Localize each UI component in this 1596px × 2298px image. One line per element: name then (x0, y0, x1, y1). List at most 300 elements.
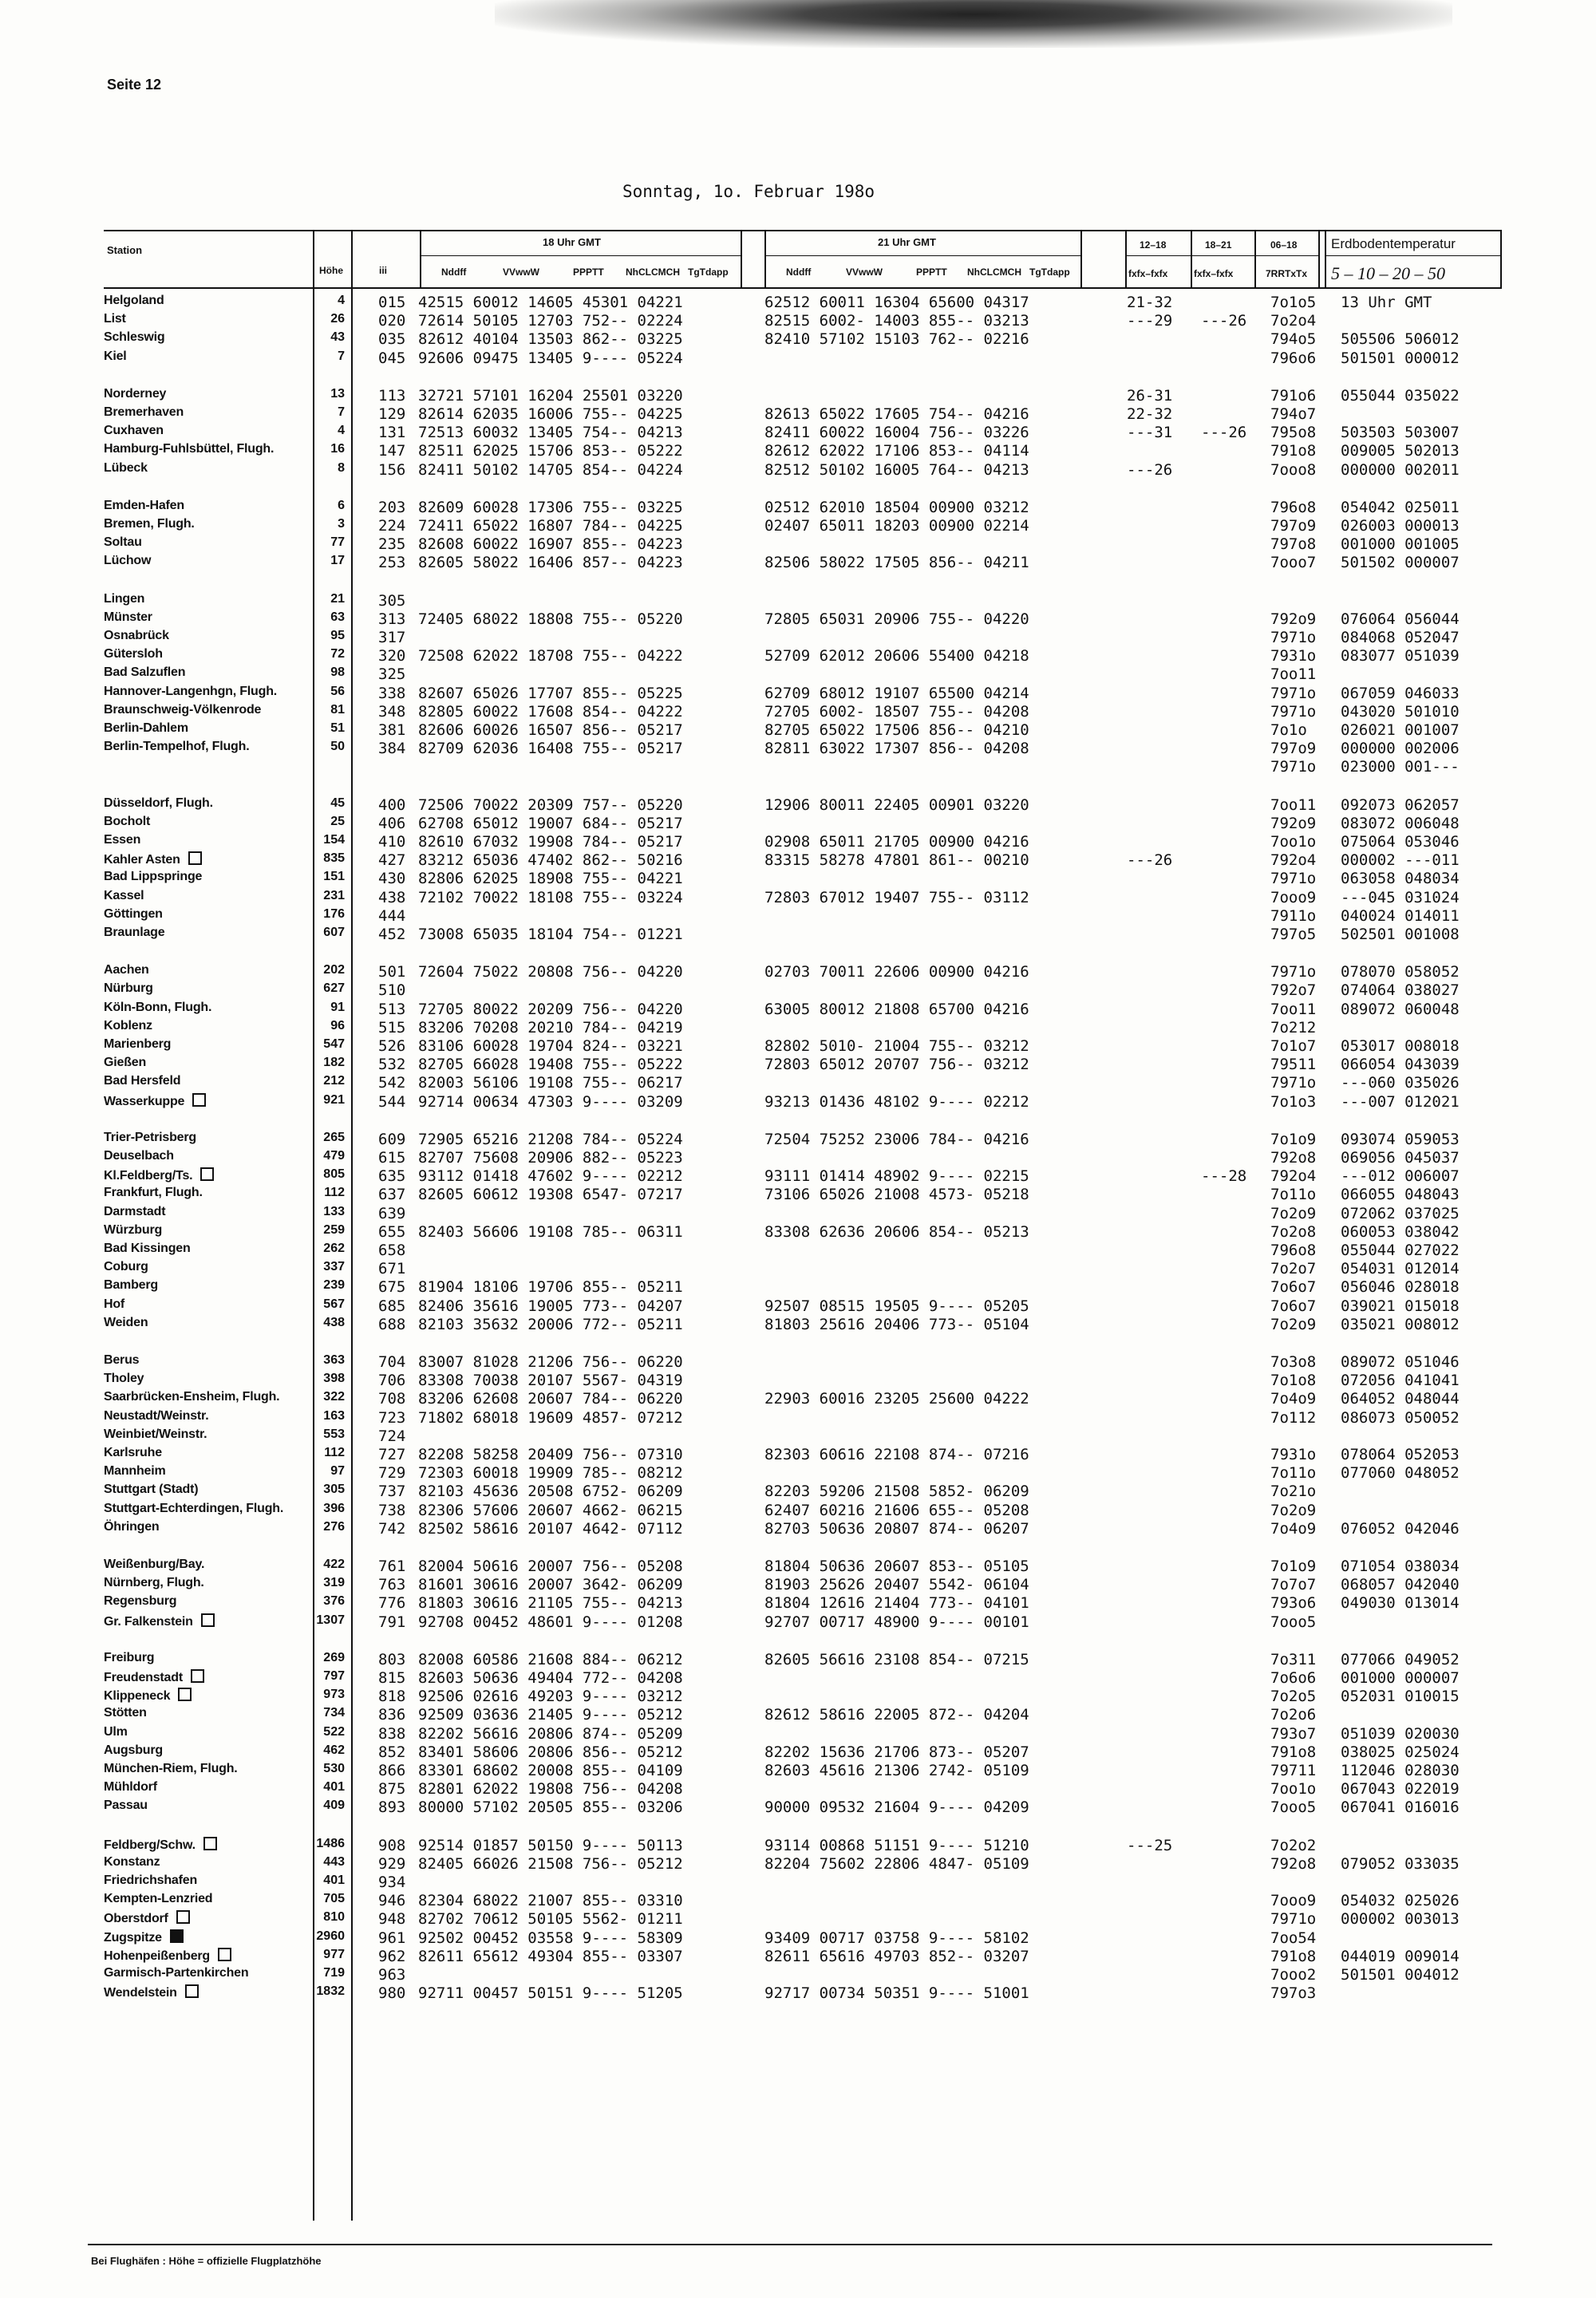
table-row (0, 963, 1596, 981)
table-row (0, 1427, 1596, 1445)
station-height: 977 (323, 1947, 345, 1961)
soil-values: 056046 028018 (1341, 1278, 1460, 1297)
station-name-text: Lüchow (104, 554, 152, 568)
station-height: 77 (330, 535, 345, 550)
soil-key: 7o2o4 (1270, 312, 1317, 330)
station-name-text: Stuttgart-Echterdingen, Flugh. (104, 1501, 284, 1515)
station-height: 262 (323, 1242, 345, 1255)
station-name (104, 1372, 144, 1386)
col-divider-r3 (1254, 230, 1256, 287)
obs-21: 81804 12616 21404 773-- 04101 (764, 1594, 1029, 1613)
soil-key: 7971o (1270, 758, 1317, 776)
station-name (104, 535, 142, 550)
soil-values: 001000 001005 (1341, 535, 1460, 554)
station-name-text: Köln-Bonn, Flugh. (104, 1000, 212, 1014)
soil-values: 112046 028030 (1341, 1762, 1460, 1779)
station-name-text: Mannheim (104, 1464, 166, 1479)
station-index: 035 (378, 330, 406, 349)
station-name-text: Öhringen (104, 1519, 160, 1534)
station-index: 400 (378, 796, 406, 814)
table-row (0, 1706, 1596, 1724)
obs-18: 83206 70208 20210 784-- 04219 (418, 1018, 683, 1036)
square-icon (176, 1910, 190, 1924)
station-name-text: Bad Kissingen (104, 1242, 191, 1255)
station-name (104, 554, 151, 568)
station-index: 875 (378, 1780, 406, 1799)
obs-18: 82806 62025 18908 755-- 04221 (418, 870, 683, 888)
square-icon (188, 851, 202, 865)
table-row (0, 1074, 1596, 1092)
station-height: 163 (323, 1408, 345, 1423)
station-height: 401 (323, 1780, 345, 1795)
col-divider-ranges (1125, 230, 1127, 287)
soil-key: 7ooo8 (1270, 460, 1317, 479)
station-index: 510 (378, 981, 406, 1000)
soil-values: 083077 051039 (1341, 647, 1460, 665)
table-row (0, 1446, 1596, 1463)
extreme-12-18: ---25 (1127, 1836, 1173, 1854)
station-name-text: Gütersloh (104, 647, 163, 661)
table-row (0, 740, 1596, 757)
obs-18: 82008 60586 21608 884-- 06212 (418, 1650, 683, 1668)
station-index: 729 (378, 1464, 406, 1483)
station-height: 319 (323, 1576, 345, 1590)
soil-key: 795o8 (1270, 424, 1317, 442)
station-name (104, 629, 169, 643)
obs-21: 62512 60011 16304 65600 04317 (764, 294, 1029, 311)
soil-values: 072062 037025 (1341, 1204, 1460, 1222)
table-row (0, 610, 1596, 628)
station-height: 112 (324, 1186, 345, 1200)
table-row (0, 1725, 1596, 1743)
station-index: 738 (378, 1501, 406, 1519)
station-name-text: Weinbiet/Weinstr. (104, 1427, 207, 1441)
soil-values: 075064 053046 (1341, 833, 1460, 851)
obs-18: 83007 81028 21206 756-- 06220 (418, 1353, 683, 1371)
obs-18: 83401 58606 20806 856-- 05212 (418, 1743, 683, 1761)
soil-key: 7o7o7 (1270, 1576, 1317, 1594)
table-row (0, 1131, 1596, 1148)
station-name-text: Bocholt (104, 814, 151, 828)
obs-18: 82403 56606 19108 785-- 06311 (418, 1222, 683, 1241)
station-index: 501 (378, 963, 406, 981)
obs-21: 82203 59206 21508 5852- 06209 (764, 1483, 1029, 1501)
obs-21: 63005 80012 21808 65700 04216 (764, 1000, 1029, 1018)
station-height: 1486 (316, 1836, 345, 1850)
station-name (104, 870, 202, 884)
table-row (0, 405, 1596, 423)
table-row (0, 1149, 1596, 1167)
square-icon (192, 1093, 206, 1107)
station-index: 348 (378, 702, 406, 721)
station-index: 852 (378, 1743, 406, 1761)
station-height: 409 (323, 1799, 345, 1813)
header-18-col-5: TgTdapp (688, 267, 729, 278)
station-height: 91 (330, 1000, 345, 1014)
station-name-text: Nürnberg, Flugh. (104, 1576, 204, 1590)
station-index: 020 (378, 312, 406, 330)
station-name-text: Trier-Petrisberg (104, 1130, 196, 1144)
station-name (104, 349, 127, 364)
table-row (0, 461, 1596, 479)
obs-18: 82608 60022 16907 855-- 04223 (418, 535, 683, 554)
obs-18: 82609 60028 17306 755-- 03225 (418, 498, 683, 516)
soil-key: 797o5 (1270, 926, 1317, 943)
station-name (104, 424, 164, 438)
soil-key: 791o8 (1270, 1743, 1317, 1761)
station-index: 815 (378, 1669, 406, 1687)
obs-18: 71802 68018 19609 4857- 07212 (418, 1408, 683, 1427)
station-height: 98 (330, 665, 345, 680)
station-name (104, 294, 164, 308)
station-name (104, 1446, 162, 1460)
soil-values: ---060 035026 (1341, 1074, 1460, 1092)
station-name-text: Weißenburg/Bay. (104, 1558, 205, 1571)
table-row (0, 1613, 1596, 1631)
soil-key: 7o11o (1270, 1186, 1317, 1204)
station-name (104, 405, 184, 420)
table-row (0, 889, 1596, 906)
station-name (104, 1576, 204, 1590)
station-height: 21 (330, 591, 345, 606)
obs-18: 82502 58616 20107 4642- 07112 (418, 1519, 683, 1538)
obs-18: 92514 01857 50150 9---- 50113 (418, 1836, 683, 1854)
obs-18: 82405 66026 21508 756-- 05212 (418, 1854, 683, 1873)
obs-18: 82805 60022 17608 854-- 04222 (418, 702, 683, 721)
table-row (0, 815, 1596, 832)
soil-values: 066054 043039 (1341, 1056, 1460, 1074)
table-row (0, 592, 1596, 610)
soil-key: 7oo1o (1270, 833, 1317, 851)
station-name-text: Kl.Feldberg/Ts. (104, 1169, 193, 1183)
obs-21: 82202 15636 21706 873-- 05207 (764, 1743, 1029, 1761)
station-name-text: Garmisch-Partenkirchen (104, 1966, 249, 1980)
station-name (104, 926, 164, 940)
station-height: 43 (330, 330, 345, 345)
station-name-text: Weiden (104, 1315, 148, 1329)
obs-18: 82603 50636 49404 772-- 04208 (418, 1669, 683, 1687)
soil-key: 7971o (1270, 870, 1317, 888)
station-height: 50 (330, 740, 345, 754)
obs-21: 93111 01414 48902 9---- 02215 (764, 1167, 1029, 1186)
soil-values: 054032 025026 (1341, 1892, 1460, 1910)
obs-21: 73106 65026 21008 4573- 05218 (764, 1186, 1029, 1204)
header-18-col-2: VVwwW (503, 267, 540, 278)
soil-key: 792o8 (1270, 1854, 1317, 1873)
soil-values: 076052 042046 (1341, 1519, 1460, 1538)
station-name-text: Karlsruhe (104, 1446, 162, 1459)
station-name (104, 1167, 214, 1183)
soil-values: 000000 002006 (1341, 740, 1460, 758)
station-height: 63 (330, 610, 345, 624)
station-index: 724 (378, 1427, 406, 1445)
soil-values: 055044 035022 (1341, 386, 1460, 405)
soil-values: 069056 045037 (1341, 1149, 1460, 1167)
station-name-text: Stuttgart (Stadt) (104, 1483, 199, 1497)
obs-21: 82802 5010- 21004 755-- 03212 (764, 1037, 1029, 1055)
soil-key: 797o3 (1270, 1984, 1317, 2003)
soil-values: 076064 056044 (1341, 610, 1460, 628)
obs-18: 72513 60032 13405 754-- 04213 (418, 424, 683, 442)
obs-18: 82610 67032 19908 784-- 05217 (418, 833, 683, 851)
station-name-text: Wendelstein (104, 1986, 177, 2000)
station-name-text: Kassel (104, 888, 144, 902)
header-18-col-3: PPPTT (573, 267, 604, 278)
table-row (0, 1948, 1596, 1965)
station-name (104, 1910, 190, 1926)
obs-21: 93114 00868 51151 9---- 51210 (764, 1836, 1029, 1854)
station-name-text: Kempten-Lenzried (104, 1892, 213, 1906)
station-height: 438 (323, 1315, 345, 1329)
station-index: 338 (378, 684, 406, 702)
station-name (104, 1205, 165, 1219)
obs-18: 82607 65026 17707 855-- 05225 (418, 684, 683, 702)
header-21-col-2: VVwwW (846, 267, 883, 278)
station-name (104, 442, 274, 456)
soil-values: 071054 038034 (1341, 1558, 1460, 1575)
soil-key: 7o311 (1270, 1650, 1317, 1668)
table-row (0, 1929, 1596, 1947)
obs-21: 82303 60616 22108 874-- 07216 (764, 1446, 1029, 1463)
soil-values: 083072 006048 (1341, 814, 1460, 832)
obs-18: 82705 66028 19408 755-- 05222 (418, 1056, 683, 1074)
station-index: 763 (378, 1576, 406, 1594)
obs-21: 02512 62010 18504 00900 03212 (764, 498, 1029, 516)
soil-key: 7o6o6 (1270, 1669, 1317, 1687)
soil-values: 053017 008018 (1341, 1037, 1460, 1055)
obs-18: 82511 62025 15706 853-- 05222 (418, 442, 683, 460)
soil-values: 501502 000007 (1341, 554, 1460, 572)
soil-key: 791o6 (1270, 386, 1317, 405)
table-row (0, 870, 1596, 887)
soil-key: 7o11o (1270, 1464, 1317, 1483)
soil-key: 797o9 (1270, 517, 1317, 535)
soil-key: 7o1o9 (1270, 1558, 1317, 1575)
station-name-text: Hof (104, 1297, 125, 1311)
soil-values: 044019 009014 (1341, 1947, 1460, 1965)
table-row (0, 517, 1596, 535)
obs-18: 81803 30616 21105 755-- 04213 (418, 1594, 683, 1613)
station-height: 97 (330, 1464, 345, 1479)
station-height: 13 (330, 386, 345, 401)
station-name-text: München-Riem, Flugh. (104, 1762, 238, 1775)
station-height: 479 (323, 1149, 345, 1163)
station-name-text: Bad Hersfeld (104, 1074, 181, 1088)
table-row (0, 981, 1596, 999)
station-height: 56 (330, 684, 345, 698)
station-height: 7 (338, 405, 345, 419)
station-name (104, 1837, 217, 1853)
station-name (104, 387, 166, 401)
station-index: 325 (378, 665, 406, 684)
soil-values: 052031 010015 (1341, 1688, 1460, 1706)
obs-18: 92714 00634 47303 9---- 03209 (418, 1092, 683, 1111)
station-name-text: Essen (104, 833, 141, 847)
obs-18: 81601 30616 20007 3642- 06209 (418, 1576, 683, 1594)
square-icon (203, 1837, 217, 1850)
station-name (104, 1594, 176, 1609)
station-name (104, 1613, 215, 1629)
soil-values: 009005 502013 (1341, 442, 1460, 460)
obs-21: 82515 6002- 14003 855-- 03213 (764, 312, 1029, 330)
station-height: 45 (330, 796, 345, 810)
table-row (0, 1242, 1596, 1259)
table-row (0, 1483, 1596, 1500)
square-icon (201, 1613, 215, 1627)
station-name (104, 461, 148, 476)
station-height: 259 (323, 1222, 345, 1237)
soil-key: 791o8 (1270, 442, 1317, 460)
soil-values: 092073 062057 (1341, 796, 1460, 814)
station-height: 734 (323, 1706, 345, 1720)
table-row (0, 1464, 1596, 1482)
soil-key: 797o8 (1270, 535, 1317, 554)
station-index: 235 (378, 535, 406, 554)
obs-21: 93409 00717 03758 9---- 58102 (764, 1929, 1029, 1947)
table-row (0, 629, 1596, 646)
obs-21: 82603 45616 21306 2742- 05109 (764, 1762, 1029, 1779)
station-name-text: Hannover-Langenhgn, Flugh. (104, 684, 278, 698)
obs-18: 82605 58022 16406 857-- 04223 (418, 554, 683, 572)
station-name (104, 1688, 192, 1704)
station-name-text: Zugspitze (104, 1930, 162, 1945)
station-index: 803 (378, 1650, 406, 1668)
obs-18: 83301 68602 20008 855-- 04109 (418, 1762, 683, 1779)
obs-18: 92708 00452 48601 9---- 01208 (418, 1613, 683, 1631)
station-name (104, 1131, 196, 1145)
obs-18: 92506 02616 49203 9---- 03212 (418, 1688, 683, 1706)
table-row (0, 1019, 1596, 1036)
station-name-text: Ulm (104, 1724, 128, 1739)
station-height: 443 (323, 1854, 345, 1869)
station-name-text: Schleswig (104, 330, 165, 345)
station-height: 396 (323, 1501, 345, 1515)
soil-key: 794o5 (1270, 330, 1317, 349)
station-index: 384 (378, 740, 406, 758)
soil-key: 7931o (1270, 647, 1317, 665)
station-name-text: Mühldorf (104, 1780, 157, 1795)
header-iii: iii (379, 265, 388, 276)
table-row (0, 442, 1596, 460)
station-name-text: Freudenstadt (104, 1671, 183, 1684)
station-name (104, 963, 149, 977)
soil-key: 7ooo7 (1270, 554, 1317, 572)
station-name-text: Konstanz (104, 1854, 160, 1869)
station-height: 4 (338, 294, 345, 307)
station-height: 835 (323, 851, 345, 866)
soil-values: 067041 016016 (1341, 1799, 1460, 1817)
station-height: 401 (323, 1874, 345, 1887)
table-row (0, 330, 1596, 348)
table-row (0, 554, 1596, 571)
header-rule-ranges (1125, 255, 1318, 256)
header-21-col-5: TgTdapp (1029, 267, 1070, 278)
station-height: 797 (323, 1669, 345, 1683)
station-height: 25 (330, 814, 345, 828)
station-name-text: Coburg (104, 1260, 148, 1274)
station-index: 706 (378, 1372, 406, 1390)
obs-21: 82605 56616 23108 854-- 07215 (764, 1650, 1029, 1668)
soil-key: 796o6 (1270, 349, 1317, 367)
station-index: 381 (378, 721, 406, 739)
soil-values: 078070 058052 (1341, 963, 1460, 981)
soil-key: 7o4o9 (1270, 1519, 1317, 1538)
obs-18: 83106 60028 19704 824-- 03221 (418, 1037, 683, 1055)
extreme-18-21: ---28 (1201, 1167, 1247, 1186)
station-index: 410 (378, 833, 406, 851)
station-name-text: Friedrichshafen (104, 1874, 198, 1887)
station-height: 363 (323, 1353, 345, 1367)
soil-key: 7o1o8 (1270, 1372, 1317, 1390)
station-height: 805 (323, 1167, 345, 1182)
station-name-text: Münster (104, 610, 152, 624)
station-name-text: Gr. Falkenstein (104, 1614, 193, 1629)
station-name-text: Kahler Asten (104, 853, 180, 867)
table-row (0, 499, 1596, 516)
obs-21: 02703 70011 22606 00900 04216 (764, 963, 1029, 981)
col-divider-r2 (1191, 230, 1192, 287)
soil-values: 505506 506012 (1341, 330, 1460, 349)
col-divider-21 (764, 230, 766, 287)
station-height: 719 (323, 1966, 345, 1980)
table-row (0, 1892, 1596, 1909)
station-height: 522 (323, 1724, 345, 1739)
station-name-text: Koblenz (104, 1018, 152, 1033)
station-name (104, 647, 163, 661)
station-name (104, 1149, 174, 1163)
table-row (0, 424, 1596, 441)
station-height: 627 (323, 981, 345, 996)
soil-key: 7o6o7 (1270, 1278, 1317, 1297)
obs-18: 82003 56106 19108 755-- 06217 (418, 1074, 683, 1092)
station-name (104, 796, 213, 811)
obs-18: 82801 62022 19808 756-- 04208 (418, 1780, 683, 1799)
obs-18: 83212 65036 47402 862-- 50216 (418, 851, 683, 870)
station-height: 95 (330, 629, 345, 642)
obs-21: 02908 65011 21705 00900 04216 (764, 833, 1029, 851)
obs-18: 42515 60012 14605 45301 04221 (418, 294, 683, 311)
station-index: 015 (378, 294, 406, 311)
station-name-text: Cuxhaven (104, 424, 164, 438)
table-row (0, 1520, 1596, 1538)
station-index: 224 (378, 517, 406, 535)
station-name (104, 1483, 198, 1497)
obs-18: 92606 09475 13405 9---- 05224 (418, 349, 683, 367)
soil-key: 7ooo5 (1270, 1613, 1317, 1631)
soil-key: 797o9 (1270, 740, 1317, 758)
obs-18: 82611 65612 49304 855-- 03307 (418, 1947, 683, 1965)
station-name-text: Marienberg (104, 1037, 172, 1051)
station-index: 113 (378, 386, 406, 405)
station-name-text: Feldberg/Schw. (104, 1838, 196, 1852)
extreme-18-21: ---26 (1201, 312, 1247, 330)
station-name (104, 1037, 171, 1052)
footer-note: Bei Flughäfen : Höhe = offizielle Flugplatzhöhe (91, 2255, 322, 2267)
header-soil-depths: 5 – 10 – 20 – 50 (1331, 263, 1445, 283)
station-name-text: Berlin-Dahlem (104, 721, 188, 735)
station-name-text: Bremerhaven (104, 405, 184, 419)
filled-square-icon (170, 1929, 184, 1943)
station-name (104, 1725, 128, 1739)
station-name (104, 1186, 203, 1200)
obs-21: 72705 6002- 18507 755-- 04208 (764, 702, 1029, 721)
table-row (0, 1669, 1596, 1687)
station-name (104, 703, 261, 717)
soil-values: 023000 001--- (1341, 758, 1460, 776)
obs-21: 82612 62022 17106 853-- 04114 (764, 442, 1029, 460)
soil-key: 7o1o7 (1270, 1037, 1317, 1055)
station-index: 131 (378, 424, 406, 442)
